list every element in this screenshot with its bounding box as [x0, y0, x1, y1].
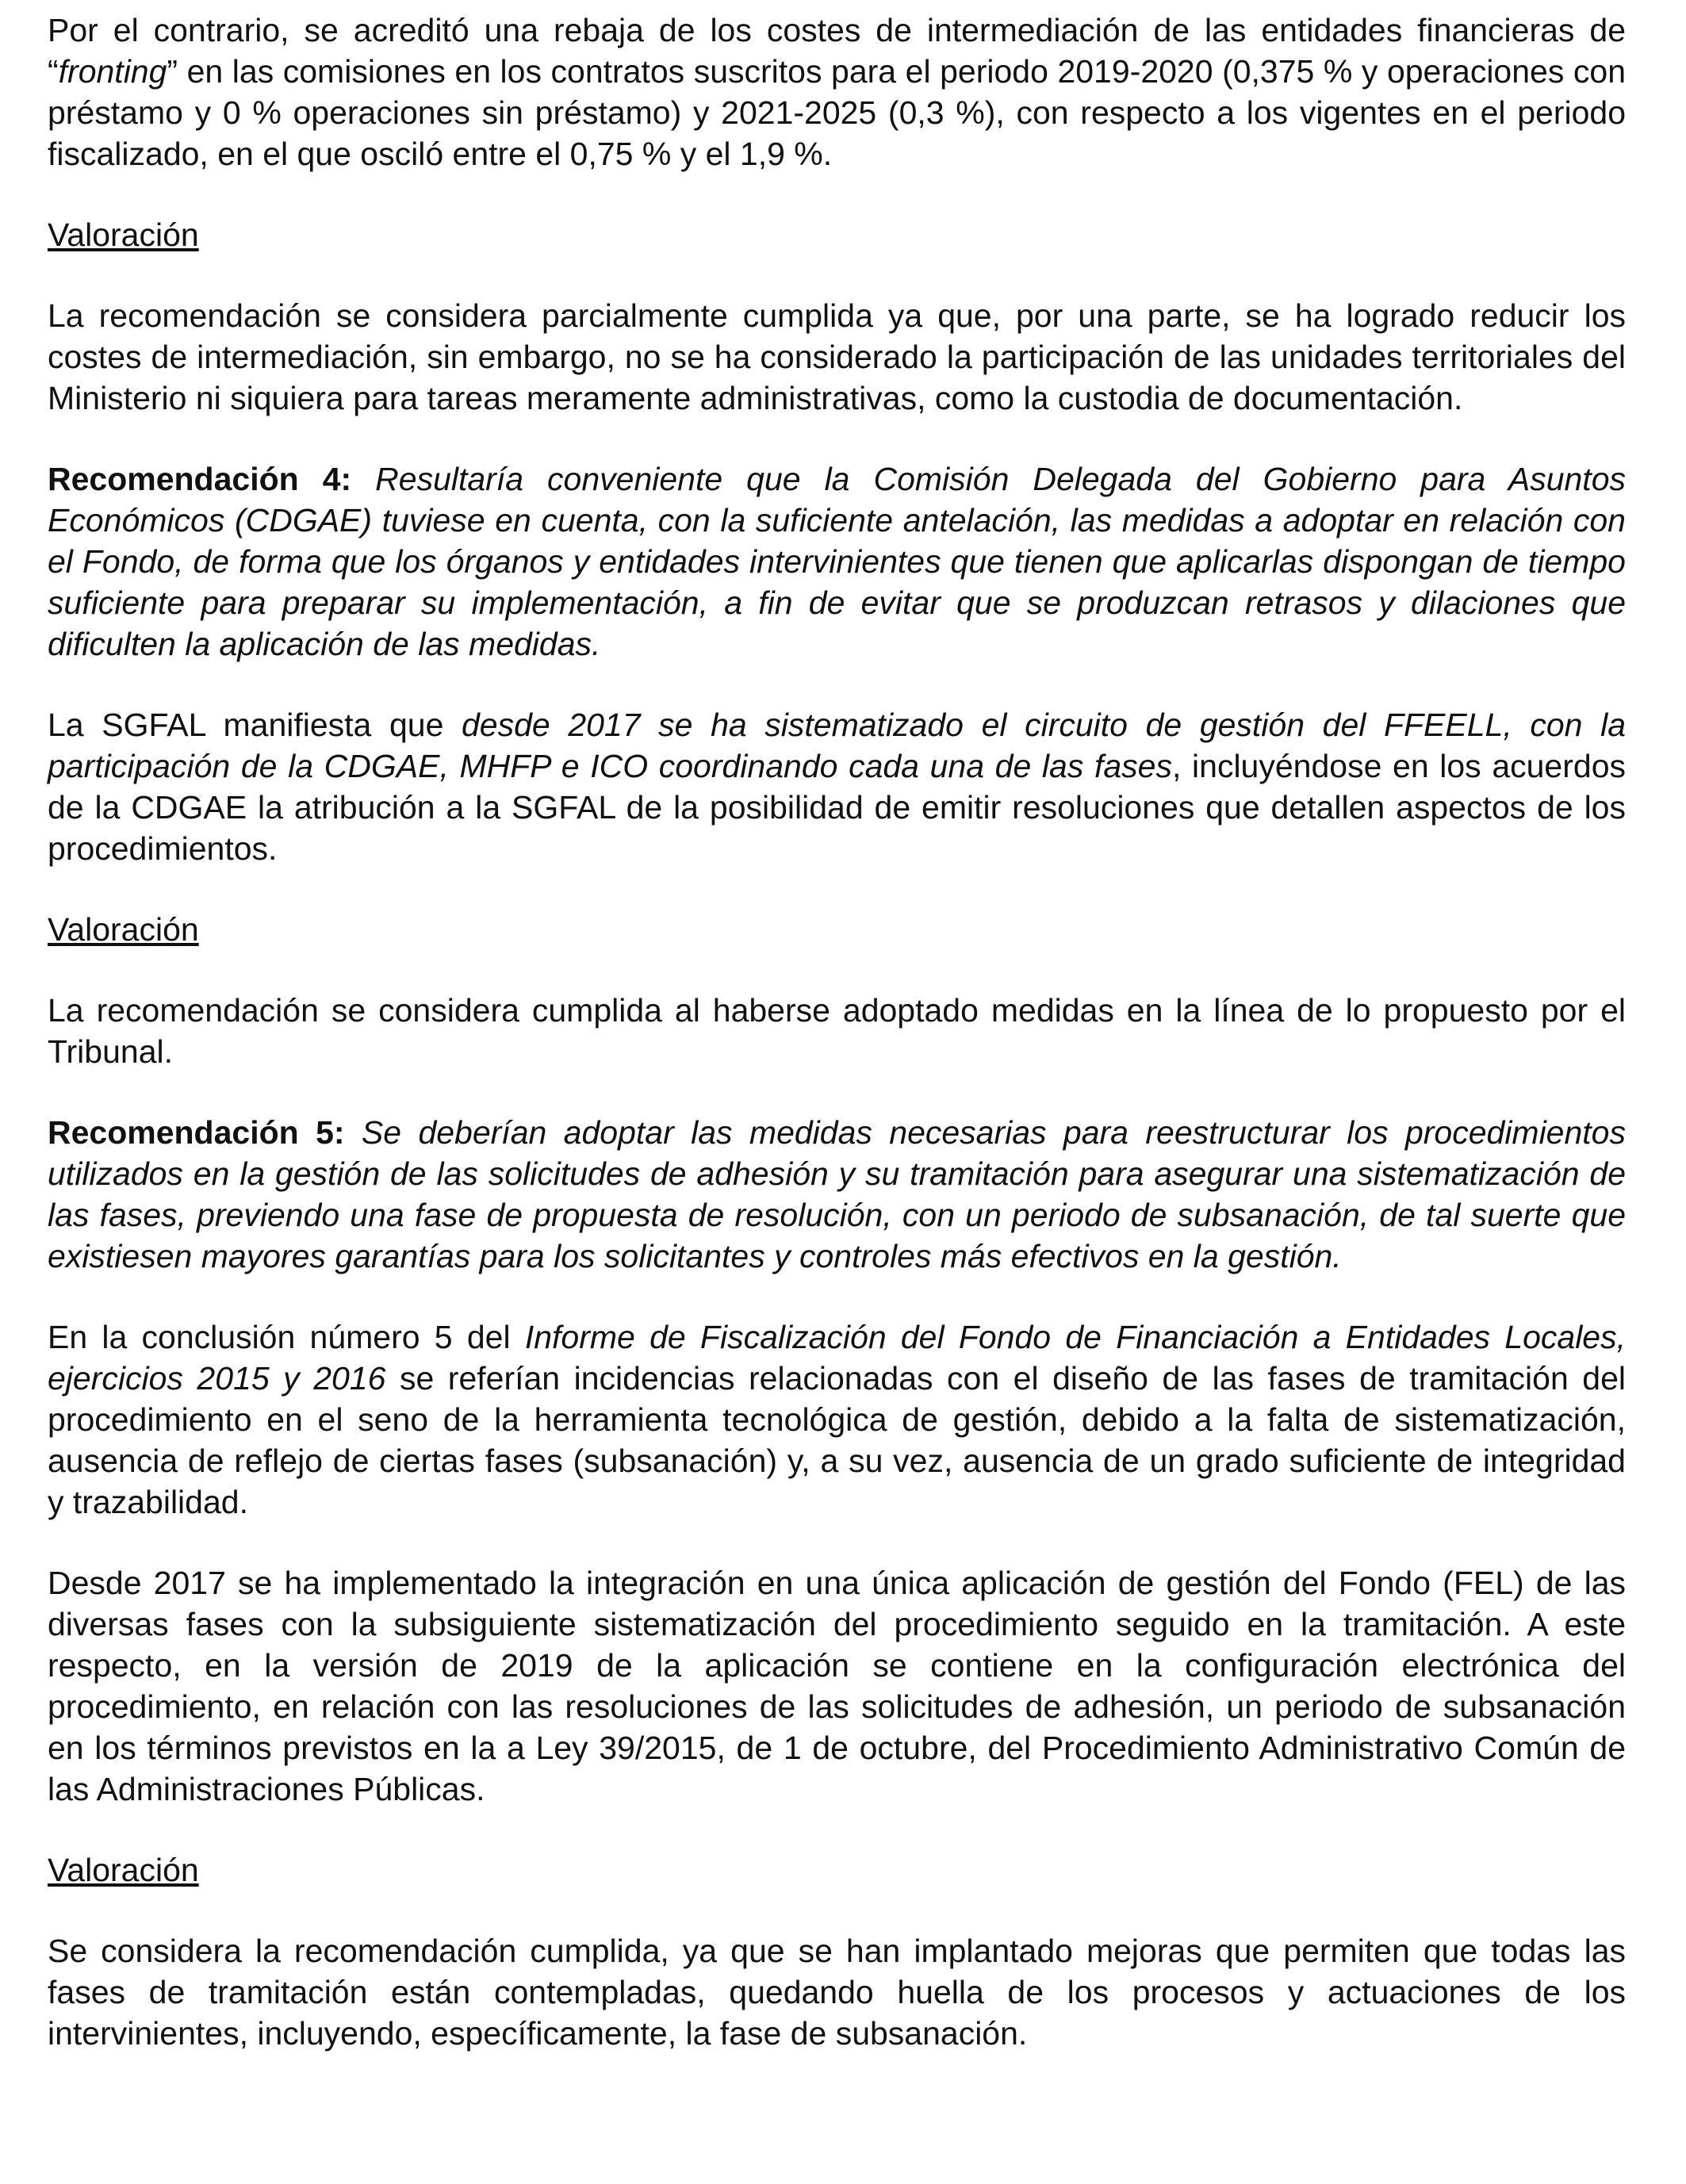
paragraph-valoracion-2: La recomendación se considera cumplida al haberse adoptado medidas en la línea de lo propuesto por el Tribunal.: [48, 992, 1626, 1070]
paragraph-text: Por el contrario, se acreditó una rebaja de los costes de intermediación de las entidades financieras de “: [48, 12, 1626, 90]
paragraph-sgfal: [48, 704, 1626, 869]
section-heading-valoracion-1: Valoración: [48, 216, 199, 253]
paragraph-italic-title: Informe de Fiscalización del Fondo de Financiación a Entidades Locales, ejercicios 2015 y 2016: [48, 1319, 1626, 1397]
recommendation-label: Recomendación 4:: [48, 461, 352, 497]
section-heading-valoracion-3: Valoración: [48, 1852, 199, 1888]
recommendation-text: Resultaría conveniente que la Comisión Delegada del Gobierno para Asuntos Económicos (CDGAE) tuviese en cuenta, con la suficiente antelación, las medidas a adoptar en relación con el Fondo, de forma que los órganos y entidades intervinientes que tienen que aplicarlas dispongan de tiempo suficiente para preparar su implementación, a fin de evitar que se produzcan retrasos y dilaciones que dificulten la aplicación de las medidas.: [48, 461, 1626, 662]
paragraph-fel-application: Desde 2017 se ha implementado la integración en una única aplicación de gestión del Fondo (FEL) de las diversas fases con la subsiguiente sistematización del procedimiento seguido en la tramitación. A este respecto, en la versión de 2019 de la aplicación se contiene en la configuración electrónica del procedimiento, en relación con las resoluciones de las solicitudes de adhesión, un periodo de subsanación en los términos previstos en la a Ley 39/2015, de 1 de octubre, del Procedimiento Administrativo Común de las Administraciones Públicas.: [48, 1565, 1626, 1807]
document-page: [48, 10, 1626, 2094]
paragraph-text: se referían incidencias relacionadas con el diseño de las fases de tramitación del procedimiento en el seno de la herramienta tecnológica de gestión, debido a la falta de sistematización, ausencia de reflejo de ciertas fases (subsanación) y, a su vez, ausencia de un grado suficiente de integridad y trazabilidad.: [48, 1360, 1627, 1520]
paragraph-text: En la conclusión número 5 del: [48, 1319, 525, 1355]
paragraph-text: La SGFAL manifiesta que: [48, 707, 462, 743]
paragraph-valoracion-3: Se considera la recomendación cumplida, ya que se han implantado mejoras que permiten que todas las fases de tramitación están contempladas, quedando huella de los procesos y actuaciones de los intervinientes, incluyendo, específicamente, la fase de subsanación.: [48, 1933, 1626, 2052]
section-heading-valoracion-2: Valoración: [48, 911, 199, 948]
paragraph-text: ” en las comisiones en los contratos suscritos para el periodo 2019-2020 (0,375 % y operaciones con préstamo y 0 % operaciones sin préstamo) y 2021-2025 (0,3 %), con respecto a los vigentes en el periodo fiscalizado, en el que osciló entre el 0,75 % y el 1,9 %.: [48, 53, 1626, 172]
paragraph-italic-term: fronting: [58, 53, 167, 90]
paragraph-fronting-costs: [48, 10, 1626, 174]
paragraph-valoracion-1: La recomendación se considera parcialmente cumplida ya que, por una parte, se ha logrado reducir los costes de intermediación, sin embargo, no se ha considerado la participación de las unidades territoriales del Ministerio ni siquiera para tareas meramente administrativas, como la custodia de documentación.: [48, 297, 1626, 416]
paragraph-text: , incluyéndose en los acuerdos de la CDGAE la atribución a la SGFAL de la posibilidad de emitir resoluciones que detallen aspectos de los procedimientos.: [48, 748, 1626, 867]
recommendation-text: Se deberían adoptar las medidas necesarias para reestructurar los procedimientos utilizados en la gestión de las solicitudes de adhesión y su tramitación para asegurar una sistematización de las fases, previendo una fase de propuesta de resolución, con un periodo de subsanación, de tal suerte que existiesen mayores garantías para los solicitantes y controles más efectivos en la gestión.: [48, 1114, 1626, 1274]
recommendation-4: [48, 458, 1626, 665]
paragraph-italic-quote: desde 2017 se ha sistematizado el circuito de gestión del FFEELL, con la participación de la CDGAE, MHFP e ICO coordinando cada una de las fases: [48, 707, 1626, 784]
paragraph-conclusion-5: [48, 1316, 1626, 1523]
recommendation-label: Recomendación 5:: [48, 1114, 345, 1151]
recommendation-5: [48, 1112, 1626, 1277]
